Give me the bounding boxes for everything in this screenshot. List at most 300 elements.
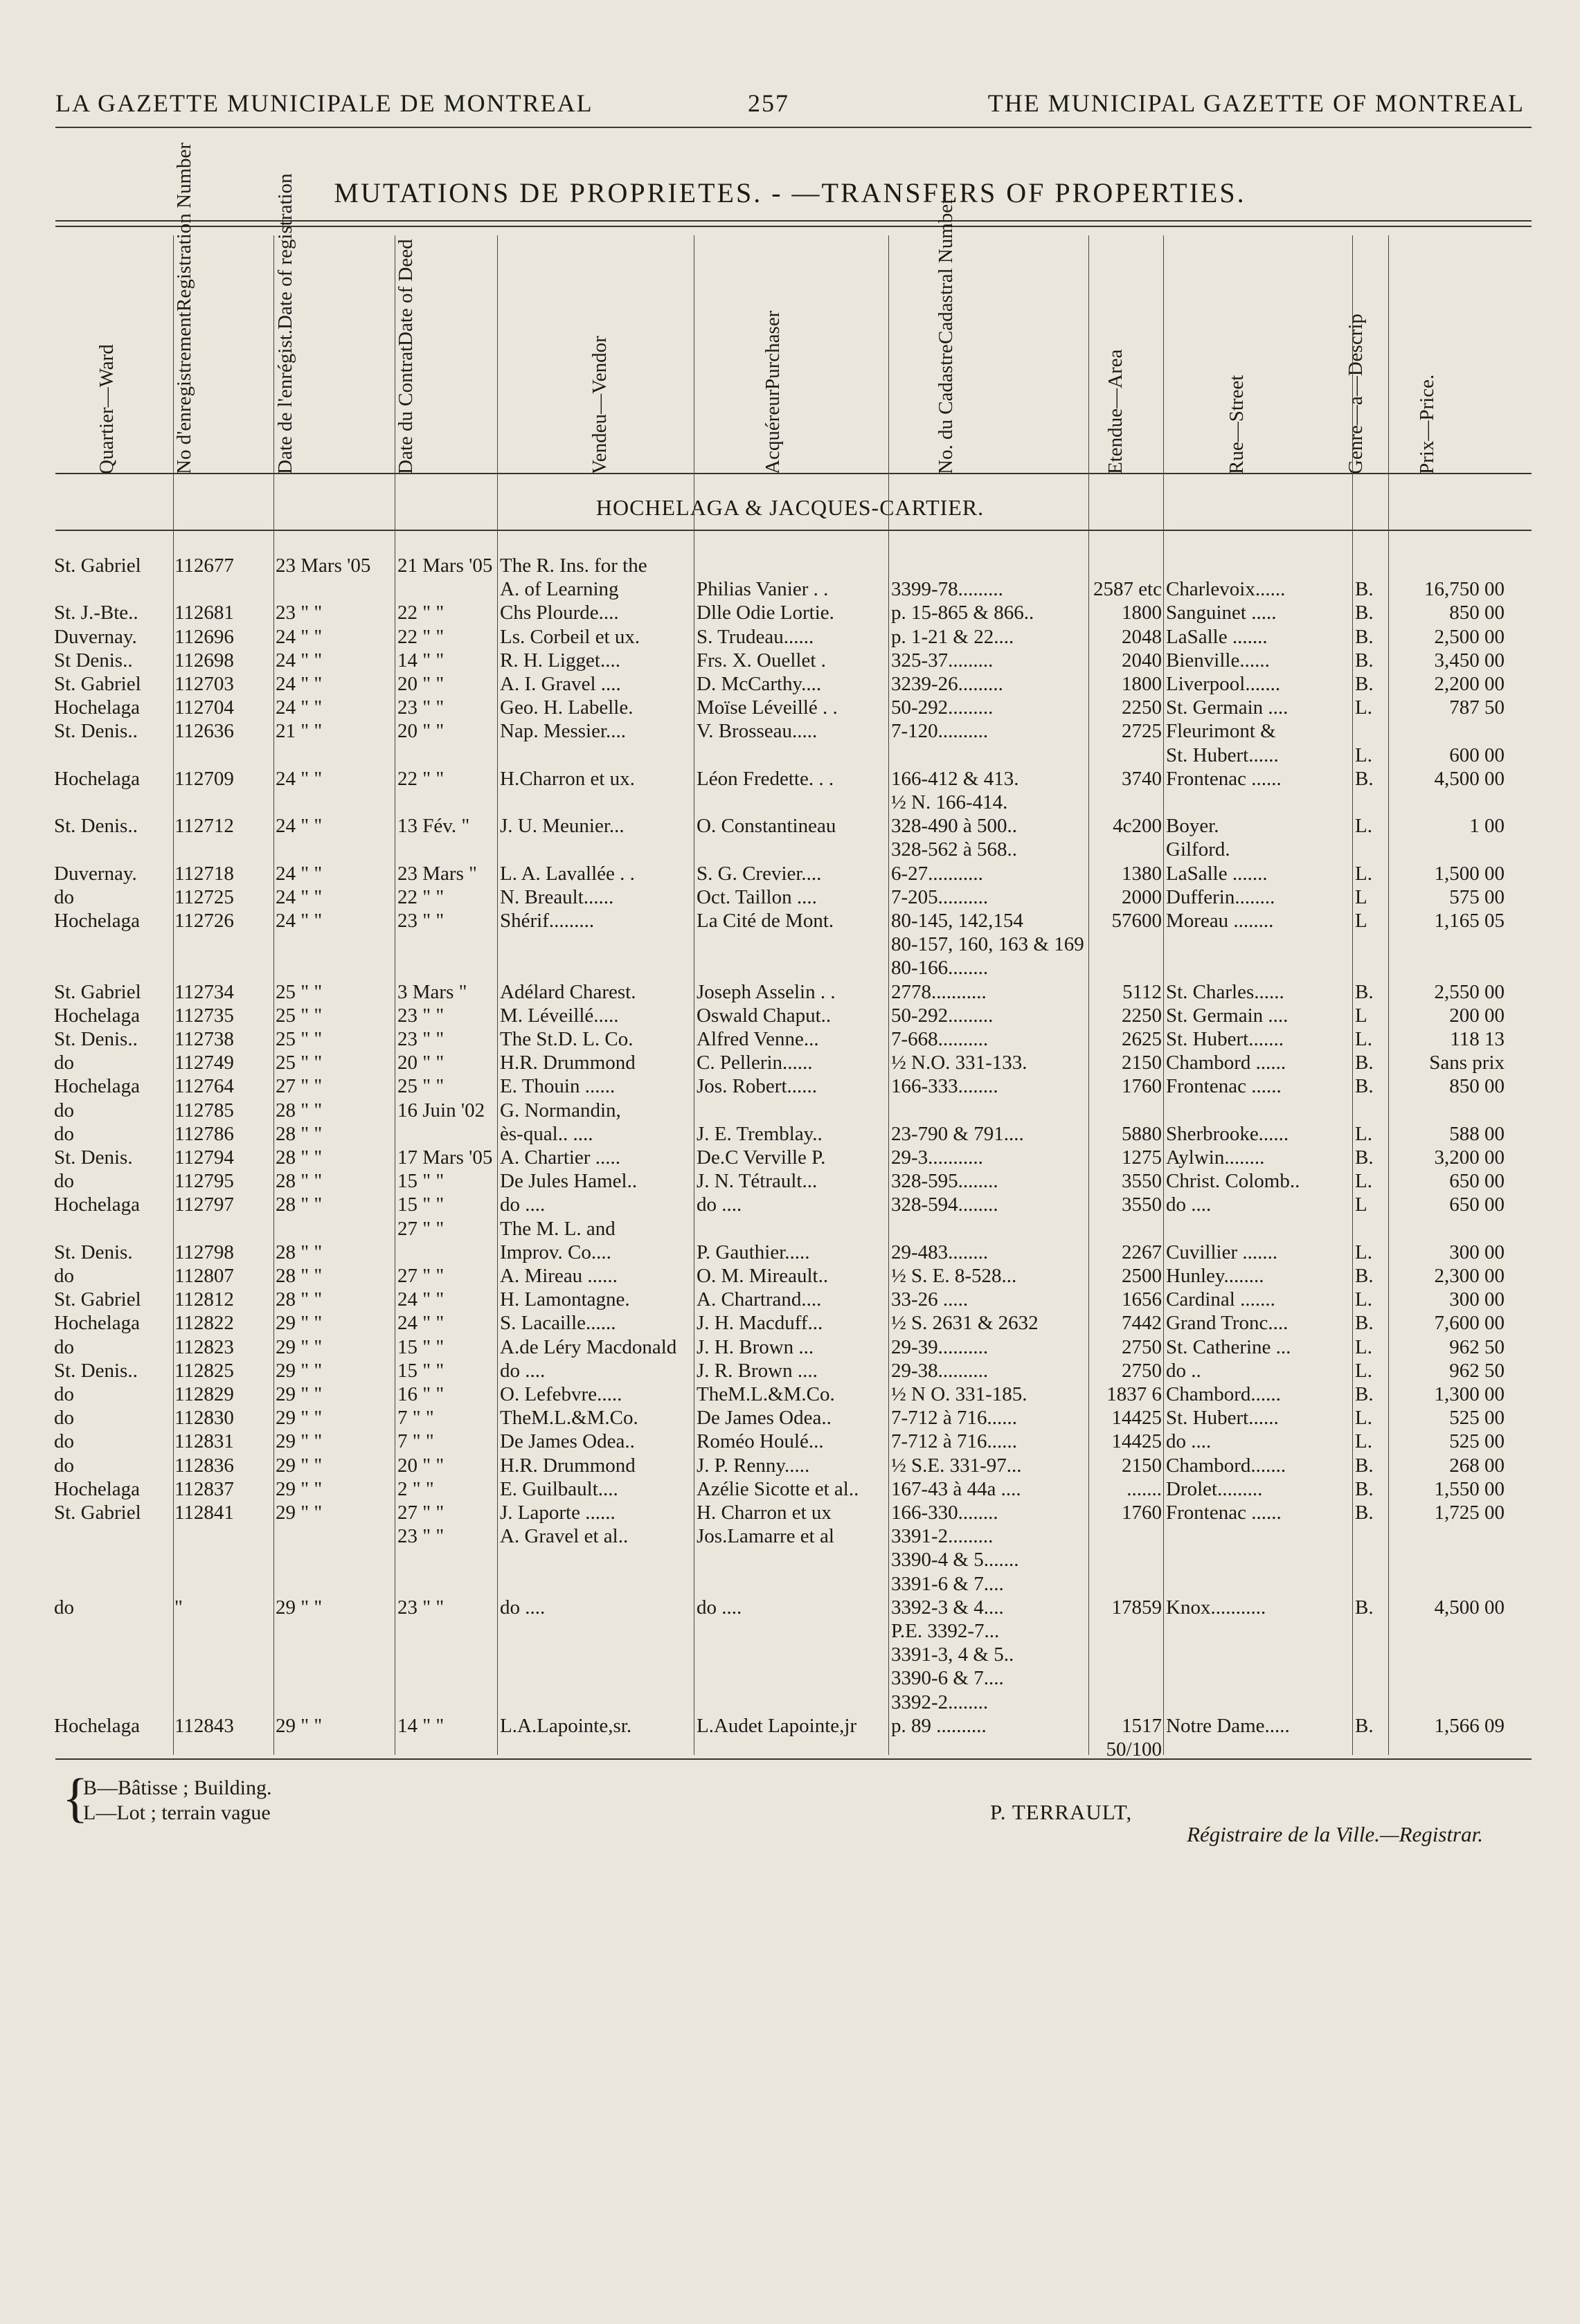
cell-w: do bbox=[54, 1335, 74, 1358]
cell-a: 3550 bbox=[1122, 1170, 1162, 1193]
cell-s: Liverpool....... bbox=[1166, 673, 1281, 695]
cell-n: 112785 bbox=[174, 1099, 234, 1122]
cell-a: 2587 etc bbox=[1093, 578, 1162, 601]
cell-n: 112712 bbox=[174, 815, 234, 838]
cell-n: 112807 bbox=[174, 1265, 234, 1287]
page-number: 257 bbox=[748, 89, 789, 117]
cell-pr: 4,500 00 bbox=[1434, 1596, 1505, 1619]
cell-v: The M. L. and bbox=[500, 1217, 616, 1240]
cell-d: 14 " " bbox=[397, 649, 445, 672]
cell-r: 23 Mars '05 bbox=[276, 555, 371, 577]
col-reg-date: Date de l'enrégist. Date of registration bbox=[274, 173, 296, 474]
cell-n: 112704 bbox=[174, 696, 234, 719]
cell-pr: 200 00 bbox=[1449, 1004, 1505, 1027]
cell-s: Frontenac ...... bbox=[1166, 767, 1282, 790]
cell-c: 3391-2......... bbox=[891, 1525, 994, 1548]
cell-r: 29 " " bbox=[276, 1477, 323, 1500]
cell-g: B. bbox=[1355, 1075, 1374, 1098]
cell-n: 112823 bbox=[174, 1335, 234, 1358]
cell-s: Hunley........ bbox=[1166, 1265, 1264, 1287]
cell-g: L. bbox=[1355, 815, 1372, 838]
cell-c: 80-166........ bbox=[891, 957, 989, 980]
cell-s: Bienville...... bbox=[1166, 649, 1270, 672]
cell-n: 112764 bbox=[174, 1075, 234, 1098]
cell-c: 328-595........ bbox=[891, 1170, 998, 1193]
cell-w: Duvernay. bbox=[54, 862, 137, 885]
cell-w: Hochelaga bbox=[54, 1075, 140, 1098]
page-header bbox=[55, 83, 1525, 125]
cell-v: A. of Learning bbox=[500, 578, 619, 601]
cell-p: V. Brosseau..... bbox=[697, 720, 818, 743]
cell-r: 24 " " bbox=[276, 649, 323, 672]
cell-n: 112797 bbox=[174, 1193, 234, 1216]
cell-r: 28 " " bbox=[276, 1170, 323, 1193]
cell-r: 23 " " bbox=[276, 602, 323, 624]
cell-w: St Denis.. bbox=[54, 649, 133, 672]
cell-c: 7-712 à 716...... bbox=[891, 1430, 1018, 1453]
cell-pr: 1,550 00 bbox=[1434, 1477, 1505, 1500]
cell-s: St. Catherine ... bbox=[1166, 1335, 1291, 1358]
cell-p: J. H. Brown ... bbox=[697, 1335, 814, 1358]
cell-n: 112841 bbox=[174, 1502, 234, 1524]
cell-n: 112825 bbox=[174, 1359, 234, 1382]
cell-c: 3239-26......... bbox=[891, 673, 1003, 695]
cell-p: De.C Verville P. bbox=[697, 1146, 826, 1169]
cell-a: 2750 bbox=[1122, 1359, 1162, 1382]
cell-pr: 1,566 09 bbox=[1434, 1714, 1505, 1737]
cell-pr: 7,600 00 bbox=[1434, 1312, 1505, 1335]
cell-w: do bbox=[54, 1052, 74, 1074]
cell-p: Joseph Asselin . . bbox=[697, 980, 836, 1003]
cell-v: Improv. Co.... bbox=[500, 1241, 611, 1263]
cell-p: Frs. X. Ouellet . bbox=[697, 649, 826, 672]
cell-d: 27 " " bbox=[397, 1265, 445, 1287]
cell-v: N. Breault...... bbox=[500, 885, 614, 908]
cell-p: H. Charron et ux bbox=[697, 1502, 832, 1524]
cell-c: ½ S.E. 331-97... bbox=[891, 1454, 1022, 1477]
cell-g: B. bbox=[1355, 625, 1374, 648]
page-title: MUTATIONS DE PROPRIETES. - —TRANSFERS OF PROPERTIES. bbox=[334, 177, 1246, 208]
cell-g: L bbox=[1355, 885, 1367, 908]
cell-r: 25 " " bbox=[276, 1004, 323, 1027]
section-title: HOCHELAGA & JACQUES-CARTIER. bbox=[595, 495, 985, 520]
cell-r: 29 " " bbox=[276, 1359, 323, 1382]
cell-s: St. Hubert...... bbox=[1166, 1407, 1279, 1430]
cell-r: 28 " " bbox=[276, 1288, 323, 1311]
cell-v: ès-qual.. .... bbox=[500, 1122, 593, 1145]
cell-r: 29 " " bbox=[276, 1714, 323, 1737]
cell-g: L bbox=[1355, 1004, 1367, 1027]
cell-v: Shérif......... bbox=[500, 910, 595, 932]
cell-r: 21 " " bbox=[276, 720, 323, 743]
header-rule bbox=[55, 127, 1532, 128]
cell-a: 1800 bbox=[1122, 602, 1162, 624]
cell-g: L. bbox=[1355, 1430, 1372, 1453]
cell-g: B. bbox=[1355, 1454, 1374, 1477]
cell-g: L. bbox=[1355, 1170, 1372, 1193]
cell-c: 23-790 & 791.... bbox=[891, 1122, 1024, 1145]
cell-v: O. Lefebvre..... bbox=[500, 1383, 622, 1405]
cell-g: B. bbox=[1355, 673, 1374, 695]
cell-c: 167-43 à 44a .... bbox=[891, 1477, 1021, 1500]
cell-w: Hochelaga bbox=[54, 1193, 140, 1216]
cell-n: 112749 bbox=[174, 1052, 234, 1074]
cell-d: 23 " " bbox=[397, 1028, 445, 1050]
cell-s: Grand Tronc.... bbox=[1166, 1312, 1289, 1335]
cell-n: 112794 bbox=[174, 1146, 234, 1169]
cell-a: 1275 bbox=[1122, 1146, 1162, 1169]
cell-r: 24 " " bbox=[276, 696, 323, 719]
cell-g: B. bbox=[1355, 602, 1374, 624]
cell-pr: 962 50 bbox=[1449, 1359, 1505, 1382]
cell-d: 7 " " bbox=[397, 1430, 434, 1453]
table-bottom-rule bbox=[55, 1758, 1532, 1760]
cell-g: B. bbox=[1355, 578, 1374, 601]
cell-pr: 525 00 bbox=[1449, 1407, 1505, 1430]
cell-a: 2725 bbox=[1122, 720, 1162, 743]
cell-pr: 787 50 bbox=[1449, 696, 1505, 719]
cell-n: 112738 bbox=[174, 1028, 234, 1050]
col-price: Prix—Price. bbox=[1416, 374, 1438, 474]
cell-d: 13 Fév. " bbox=[397, 815, 470, 838]
cell-pr: 650 00 bbox=[1449, 1193, 1505, 1216]
cell-n: 112822 bbox=[174, 1312, 234, 1335]
cell-n: 112681 bbox=[174, 602, 234, 624]
cell-g: L. bbox=[1355, 1122, 1372, 1145]
cell-c: 166-412 & 413. bbox=[891, 767, 1019, 790]
cell-v: R. H. Ligget.... bbox=[500, 649, 620, 672]
cell-r: 25 " " bbox=[276, 1028, 323, 1050]
cell-s: Frontenac ...... bbox=[1166, 1075, 1282, 1098]
cell-n: 112836 bbox=[174, 1454, 234, 1477]
cell-w: Hochelaga bbox=[54, 696, 140, 719]
cell-r: 29 " " bbox=[276, 1430, 323, 1453]
cell-r: 29 " " bbox=[276, 1502, 323, 1524]
cell-p: C. Pellerin...... bbox=[697, 1052, 813, 1074]
cell-g: L. bbox=[1355, 862, 1372, 885]
cell-g: L. bbox=[1355, 1335, 1372, 1358]
cell-p: A. Chartrand.... bbox=[697, 1288, 822, 1311]
cell-a: 2040 bbox=[1122, 649, 1162, 672]
cell-n: 112837 bbox=[174, 1477, 234, 1500]
cell-s: do .... bbox=[1166, 1430, 1212, 1453]
cell-w: do bbox=[54, 1407, 74, 1430]
cell-a: 2150 bbox=[1122, 1454, 1162, 1477]
col-ward: Quartier—Ward bbox=[96, 344, 118, 474]
transfers-table bbox=[0, 554, 1580, 1800]
cell-g: B. bbox=[1355, 1146, 1374, 1169]
cell-v: H.Charron et ux. bbox=[500, 767, 635, 790]
cell-pr: 575 00 bbox=[1449, 885, 1505, 908]
cell-r: 24 " " bbox=[276, 815, 323, 838]
cell-n: 112725 bbox=[174, 885, 234, 908]
cell-r: 25 " " bbox=[276, 980, 323, 1003]
cell-s: Charlevoix...... bbox=[1166, 578, 1286, 601]
cell-p: Jos.Lamarre et al bbox=[697, 1525, 834, 1548]
cell-w: St. Denis.. bbox=[54, 815, 138, 838]
cell-w: St. Denis.. bbox=[54, 720, 138, 743]
cell-p: Oct. Taillon .... bbox=[697, 885, 817, 908]
cell-s: LaSalle ....... bbox=[1166, 862, 1268, 885]
cell-n: 112703 bbox=[174, 673, 234, 695]
cell-pr: 962 50 bbox=[1449, 1335, 1505, 1358]
cell-s: Knox........... bbox=[1166, 1596, 1266, 1619]
cell-pr: Sans prix bbox=[1429, 1052, 1505, 1074]
cell-n: 112735 bbox=[174, 1004, 234, 1027]
cell-a: 1656 bbox=[1122, 1288, 1162, 1311]
cell-s: Dufferin........ bbox=[1166, 885, 1275, 908]
legend-building: B—Bâtisse ; Building. bbox=[83, 1776, 272, 1799]
cell-s: Moreau ........ bbox=[1166, 910, 1274, 932]
registrar-name: P. TERRAULT, bbox=[990, 1800, 1133, 1824]
cell-r: 29 " " bbox=[276, 1383, 323, 1405]
cell-s: Boyer. bbox=[1166, 815, 1219, 838]
cell-a: 4c200 bbox=[1113, 815, 1162, 838]
cell-c: 29-3........... bbox=[891, 1146, 983, 1169]
cell-a: 14425 bbox=[1111, 1407, 1162, 1430]
section-rule bbox=[55, 530, 1532, 531]
cell-d: 23 " " bbox=[397, 1525, 445, 1548]
cell-p: S. G. Crevier.... bbox=[697, 862, 822, 885]
cell-pr: 2,300 00 bbox=[1434, 1265, 1505, 1287]
cell-n: 112812 bbox=[174, 1288, 234, 1311]
cell-s: Drolet......... bbox=[1166, 1477, 1263, 1500]
cell-pr: 3,200 00 bbox=[1434, 1146, 1505, 1169]
legend-lot: L—Lot ; terrain vague bbox=[83, 1801, 271, 1824]
cell-c: 6-27........... bbox=[891, 862, 983, 885]
cell-n: 112829 bbox=[174, 1383, 234, 1405]
cell-p: do .... bbox=[697, 1193, 742, 1216]
cell-d: 15 " " bbox=[397, 1359, 445, 1382]
cell-c: ½ N.O. 331-133. bbox=[891, 1052, 1027, 1074]
cell-pr: 3,450 00 bbox=[1434, 649, 1505, 672]
cell-pr: 1,500 00 bbox=[1434, 862, 1505, 885]
cell-a: 2048 bbox=[1122, 625, 1162, 648]
cell-c: 166-330........ bbox=[891, 1502, 998, 1524]
cell-a: 1760 bbox=[1122, 1502, 1162, 1524]
cell-a: 57600 bbox=[1111, 910, 1162, 932]
cell-n: 112636 bbox=[174, 720, 234, 743]
cell-v: A. Gravel et al.. bbox=[500, 1525, 629, 1548]
cell-n: 112734 bbox=[174, 980, 234, 1003]
cell-p: Dlle Odie Lortie. bbox=[697, 602, 834, 624]
cell-w: St. Gabriel bbox=[54, 1502, 141, 1524]
cell-r: 28 " " bbox=[276, 1241, 323, 1263]
cell-g: B. bbox=[1355, 1714, 1374, 1737]
cell-v: J. U. Meunier... bbox=[500, 815, 625, 838]
cell-n: 112795 bbox=[174, 1170, 234, 1193]
cell-r: 24 " " bbox=[276, 673, 323, 695]
cell-g: L. bbox=[1355, 1359, 1372, 1382]
cell-r: 28 " " bbox=[276, 1122, 323, 1145]
cell-w: do bbox=[54, 1454, 74, 1477]
cell-v: H.R. Drummond bbox=[500, 1454, 636, 1477]
cell-v: do .... bbox=[500, 1193, 546, 1216]
cell-v: De James Odea.. bbox=[500, 1430, 635, 1453]
cell-c: 80-145, 142,154 bbox=[891, 910, 1023, 932]
cell-c: 3392-3 & 4.... bbox=[891, 1596, 1004, 1619]
cell-v: TheM.L.&M.Co. bbox=[500, 1407, 638, 1430]
cell-w: Hochelaga bbox=[54, 1004, 140, 1027]
cell-n: 112830 bbox=[174, 1407, 234, 1430]
cell-c: 50-292......... bbox=[891, 696, 994, 719]
header-left: LA GAZETTE MUNICIPALE DE MONTREAL bbox=[55, 89, 593, 117]
cell-pr: 850 00 bbox=[1449, 602, 1505, 624]
cell-d: 25 " " bbox=[397, 1075, 445, 1098]
cell-w: St. Denis. bbox=[54, 1146, 133, 1169]
cell-w: St. Gabriel bbox=[54, 555, 141, 577]
cell-n: 112831 bbox=[174, 1430, 234, 1453]
cell-v: S. Lacaille...... bbox=[500, 1312, 616, 1335]
cell-pr: 2,500 00 bbox=[1434, 625, 1505, 648]
cell-a: 2250 bbox=[1122, 1004, 1162, 1027]
cell-c: 7-712 à 716...... bbox=[891, 1407, 1018, 1430]
cell-d: 2 " " bbox=[397, 1477, 434, 1500]
cell-s: LaSalle ....... bbox=[1166, 625, 1268, 648]
cell-s: St. Hubert...... bbox=[1166, 744, 1279, 766]
cell-w: Hochelaga bbox=[54, 1714, 140, 1737]
cell-v: H.R. Drummond bbox=[500, 1052, 636, 1074]
cell-pr: 1,725 00 bbox=[1434, 1502, 1505, 1524]
cell-d: 20 " " bbox=[397, 720, 445, 743]
cell-s: Sanguinet ..... bbox=[1166, 602, 1277, 624]
cell-d: 27 " " bbox=[397, 1502, 445, 1524]
cell-d: 7 " " bbox=[397, 1407, 434, 1430]
cell-p: Azélie Sicotte et al.. bbox=[697, 1477, 859, 1500]
cell-a: 2750 bbox=[1122, 1335, 1162, 1358]
cell-a: 14425 bbox=[1111, 1430, 1162, 1453]
cell-a: 1517 bbox=[1122, 1714, 1162, 1737]
cell-r: 29 " " bbox=[276, 1407, 323, 1430]
cell-v: G. Normandin, bbox=[500, 1099, 621, 1122]
cell-d: 16 Juin '02 bbox=[397, 1099, 485, 1122]
cell-c: 3390-6 & 7.... bbox=[891, 1667, 1004, 1690]
cell-v: Chs Plourde.... bbox=[500, 602, 619, 624]
cell-c: 3391-3, 4 & 5.. bbox=[891, 1643, 1014, 1666]
cell-d: 24 " " bbox=[397, 1312, 445, 1335]
cell-s: St. Hubert....... bbox=[1166, 1028, 1284, 1050]
cell-w: do bbox=[54, 1099, 74, 1122]
cell-w: do bbox=[54, 1122, 74, 1145]
cell-a: 2500 bbox=[1122, 1265, 1162, 1287]
cell-g: L bbox=[1355, 910, 1367, 932]
cell-d: 23 Mars " bbox=[397, 862, 477, 885]
cell-g: B. bbox=[1355, 1502, 1374, 1524]
cell-w: Hochelaga bbox=[54, 1477, 140, 1500]
cell-g: L. bbox=[1355, 696, 1372, 719]
cell-g: L. bbox=[1355, 1241, 1372, 1263]
cell-g: B. bbox=[1355, 1477, 1374, 1500]
cell-p: Moïse Léveillé . . bbox=[697, 696, 838, 719]
cell-c: ½ S. 2631 & 2632 bbox=[891, 1312, 1039, 1335]
cell-n: 112677 bbox=[174, 555, 234, 577]
cell-n: 112798 bbox=[174, 1241, 234, 1263]
cell-c: 328-594........ bbox=[891, 1193, 998, 1216]
cell-w: do bbox=[54, 1430, 74, 1453]
cell-g: B. bbox=[1355, 767, 1374, 790]
cell-w: St. Denis.. bbox=[54, 1359, 138, 1382]
cell-s: Chambord ...... bbox=[1166, 1052, 1286, 1074]
cell-p: J. H. Macduff... bbox=[697, 1312, 823, 1335]
cell-s: Cuvillier ....... bbox=[1166, 1241, 1278, 1263]
cell-d: 27 " " bbox=[397, 1217, 445, 1240]
cell-pr: 118 13 bbox=[1450, 1028, 1505, 1050]
header-bottom-rule bbox=[55, 473, 1532, 474]
cell-r: 29 " " bbox=[276, 1335, 323, 1358]
cell-c: ½ N. 166-414. bbox=[891, 791, 1008, 813]
cell-c: 166-333........ bbox=[891, 1075, 998, 1098]
cell-v: A. I. Gravel .... bbox=[500, 673, 621, 695]
cell-d: 22 " " bbox=[397, 767, 445, 790]
cell-p: D. McCarthy.... bbox=[697, 673, 822, 695]
cell-c: p. 15-865 & 866.. bbox=[891, 602, 1034, 624]
legend-brace: { bbox=[62, 1767, 89, 1828]
cell-w: St. Denis. bbox=[54, 1241, 133, 1263]
cell-r: 24 " " bbox=[276, 862, 323, 885]
cell-p: Oswald Chaput.. bbox=[697, 1004, 832, 1027]
cell-d: 22 " " bbox=[397, 625, 445, 648]
cell-c: p. 1-21 & 22.... bbox=[891, 625, 1014, 648]
cell-r: 27 " " bbox=[276, 1075, 323, 1098]
cell-a: ....... bbox=[1126, 1477, 1162, 1500]
cell-c: P.E. 3392-7... bbox=[891, 1620, 1000, 1642]
cell-a: 5112 bbox=[1122, 980, 1162, 1003]
cell-d: 16 " " bbox=[397, 1383, 445, 1405]
cell-d: 23 " " bbox=[397, 910, 445, 932]
cell-p: Alfred Venne... bbox=[697, 1028, 819, 1050]
col-cadastre: No. du Cadastre Cadastral Number bbox=[935, 197, 957, 474]
cell-v: L. A. Lavallée . . bbox=[500, 862, 635, 885]
cell-s: Christ. Colomb.. bbox=[1166, 1170, 1300, 1193]
cell-v: Adélard Charest. bbox=[500, 980, 636, 1003]
col-area: Etendue—Area bbox=[1104, 349, 1126, 474]
cell-g: L. bbox=[1355, 1407, 1372, 1430]
cell-v: De Jules Hamel.. bbox=[500, 1170, 638, 1193]
cell-p: Philias Vanier . . bbox=[697, 578, 829, 601]
cell-pr: 650 00 bbox=[1449, 1170, 1505, 1193]
cell-v: A. Mireau ...... bbox=[500, 1265, 618, 1287]
cell-p: do .... bbox=[697, 1596, 742, 1619]
cell-s: do .. bbox=[1166, 1359, 1201, 1382]
cell-s: Notre Dame..... bbox=[1166, 1714, 1290, 1737]
cell-s: Fleurimont & bbox=[1166, 720, 1276, 743]
cell-pr: 2,550 00 bbox=[1434, 980, 1505, 1003]
cell-s: Chambord....... bbox=[1166, 1454, 1286, 1477]
cell-a: 3740 bbox=[1122, 767, 1162, 790]
cell-c: 29-38.......... bbox=[891, 1359, 989, 1382]
cell-d: 15 " " bbox=[397, 1170, 445, 1193]
cell-d: 3 Mars " bbox=[397, 980, 467, 1003]
cell-c: 7-668.......... bbox=[891, 1028, 989, 1050]
cell-v: Geo. H. Labelle. bbox=[500, 696, 634, 719]
cell-v: do .... bbox=[500, 1596, 546, 1619]
cell-c: 3399-78......... bbox=[891, 578, 1003, 601]
cell-w: St. Denis.. bbox=[54, 1028, 138, 1050]
cell-g: B. bbox=[1355, 1265, 1374, 1287]
cell-c: 328-490 à 500.. bbox=[891, 815, 1018, 838]
cell-v: J. Laporte ...... bbox=[500, 1502, 616, 1524]
cell-v: Nap. Messier.... bbox=[500, 720, 627, 743]
cell-p: TheM.L.&M.Co. bbox=[697, 1383, 835, 1405]
cell-p: Léon Fredette. . . bbox=[697, 767, 834, 790]
cell-g: B. bbox=[1355, 980, 1374, 1003]
cell-g: B. bbox=[1355, 1596, 1374, 1619]
cell-s: do .... bbox=[1166, 1193, 1212, 1216]
cell-pr: 1,165 05 bbox=[1434, 910, 1505, 932]
cell-a: 1380 bbox=[1122, 862, 1162, 885]
cell-c: 7-120.......... bbox=[891, 720, 989, 743]
cell-w: do bbox=[54, 1383, 74, 1405]
